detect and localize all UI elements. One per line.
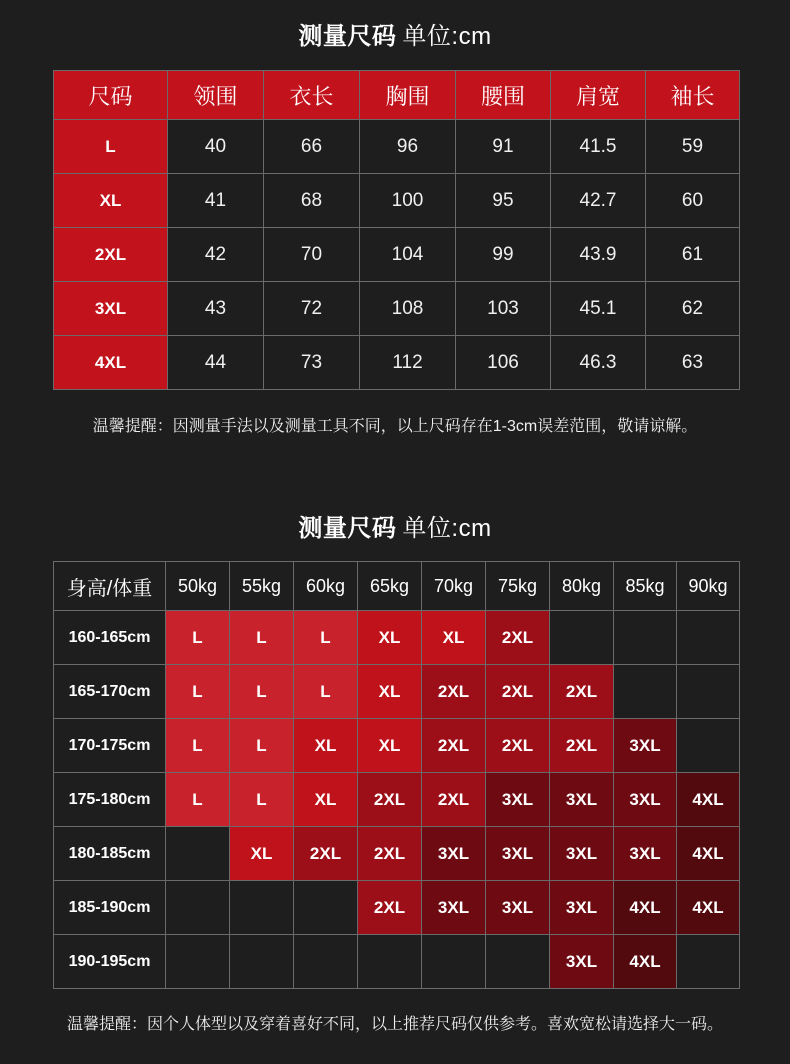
section2-title-unit: 单位:cm [402, 515, 492, 542]
recommended-size-cell: XL [358, 719, 422, 773]
height-range-cell: 185-190cm [54, 881, 166, 935]
empty-cell [614, 611, 677, 665]
empty-cell [230, 881, 294, 935]
measurement-cell: 43.9 [551, 228, 646, 282]
empty-cell [550, 611, 614, 665]
measurement-cell: 68 [264, 174, 360, 228]
empty-cell [294, 881, 358, 935]
recommended-size-cell: 4XL [614, 881, 677, 935]
recommended-size-cell: L [294, 611, 358, 665]
recommendation-row [54, 611, 740, 665]
size-label-cell: 4XL [54, 336, 168, 390]
measurement-cell: 46.3 [551, 336, 646, 390]
recommended-size-cell: 2XL [422, 665, 486, 719]
recommendation-row [54, 827, 740, 881]
empty-cell [166, 935, 230, 989]
recommended-size-cell: 4XL [614, 935, 677, 989]
recommended-size-cell: 3XL [486, 773, 550, 827]
size-table-row [54, 282, 740, 336]
size-table-header-cell: 肩宽 [551, 71, 646, 120]
empty-cell [677, 665, 740, 719]
measurement-cell: 62 [646, 282, 740, 336]
measurement-cell: 95 [456, 174, 551, 228]
size-table-header-cell: 腰围 [456, 71, 551, 120]
recommended-size-cell: L [166, 611, 230, 665]
size-label-cell: 3XL [54, 282, 168, 336]
size-table-header-cell: 衣长 [264, 71, 360, 120]
recommended-size-cell: 3XL [486, 881, 550, 935]
measurement-cell: 42.7 [551, 174, 646, 228]
recommended-size-cell: 3XL [422, 881, 486, 935]
recommended-size-cell: 3XL [486, 827, 550, 881]
weight-header-cell: 50kg [166, 562, 230, 611]
weight-header-cell: 55kg [230, 562, 294, 611]
recommended-size-cell: L [166, 719, 230, 773]
height-range-cell: 175-180cm [54, 773, 166, 827]
measurement-cell: 42 [168, 228, 264, 282]
recommendation-row [54, 935, 740, 989]
measurement-cell: 43 [168, 282, 264, 336]
empty-cell [358, 935, 422, 989]
weight-header-cell: 70kg [422, 562, 486, 611]
size-label-cell: 2XL [54, 228, 168, 282]
height-weight-corner-cell: 身高/体重 [54, 562, 166, 611]
size-recommendation-table [53, 561, 740, 989]
recommended-size-cell: 2XL [486, 611, 550, 665]
recommended-size-cell: 3XL [614, 827, 677, 881]
measurement-cell: 70 [264, 228, 360, 282]
measurement-cell: 44 [168, 336, 264, 390]
weight-header-cell: 85kg [614, 562, 677, 611]
measurement-cell: 96 [360, 120, 456, 174]
recommended-size-cell: L [294, 665, 358, 719]
height-range-cell: 180-185cm [54, 827, 166, 881]
recommended-size-cell: 2XL [358, 827, 422, 881]
section1-title-unit: 单位:cm [402, 23, 492, 50]
recommended-size-cell: 2XL [550, 665, 614, 719]
size-label-cell: L [54, 120, 168, 174]
recommended-size-cell: 2XL [422, 719, 486, 773]
measurement-cell: 66 [264, 120, 360, 174]
measurement-cell: 99 [456, 228, 551, 282]
size-table-row [54, 228, 740, 282]
recommended-size-cell: 2XL [550, 719, 614, 773]
height-range-cell: 170-175cm [54, 719, 166, 773]
section1-note: 温馨提醒：因测量手法以及测量工具不同，以上尺码存在1-3cm误差范围，敬请谅解。 [92, 418, 698, 435]
measurement-cell: 60 [646, 174, 740, 228]
recommended-size-cell: 2XL [486, 665, 550, 719]
recommended-size-cell: L [230, 611, 294, 665]
recommended-size-cell: 3XL [614, 773, 677, 827]
recommended-size-cell: L [230, 719, 294, 773]
weight-header-cell: 75kg [486, 562, 550, 611]
weight-header-cell: 65kg [358, 562, 422, 611]
size-label-cell: XL [54, 174, 168, 228]
recommended-size-cell: XL [358, 665, 422, 719]
recommended-size-cell: 4XL [677, 827, 740, 881]
recommended-size-cell: L [230, 665, 294, 719]
section2-title [0, 508, 790, 543]
size-table-header-cell: 领围 [168, 71, 264, 120]
weight-header-cell: 90kg [677, 562, 740, 611]
size-table-header-cell: 胸围 [360, 71, 456, 120]
section1-title-bold: 测量尺码 [298, 23, 397, 50]
recommended-size-cell: 3XL [550, 881, 614, 935]
measurement-cell: 45.1 [551, 282, 646, 336]
empty-cell [166, 827, 230, 881]
empty-cell [486, 935, 550, 989]
section1-title [0, 16, 790, 51]
recommendation-header-row [54, 562, 740, 611]
recommended-size-cell: XL [230, 827, 294, 881]
measurement-cell: 108 [360, 282, 456, 336]
recommended-size-cell: XL [294, 773, 358, 827]
size-table-header-row [54, 71, 740, 120]
recommended-size-cell: 3XL [550, 935, 614, 989]
empty-cell [230, 935, 294, 989]
measurement-cell: 41.5 [551, 120, 646, 174]
recommended-size-cell: 3XL [614, 719, 677, 773]
measurement-cell: 40 [168, 120, 264, 174]
recommendation-row [54, 881, 740, 935]
measurement-cell: 103 [456, 282, 551, 336]
size-table-row [54, 336, 740, 390]
measurement-cell: 72 [264, 282, 360, 336]
size-table-header-cell: 袖长 [646, 71, 740, 120]
recommended-size-cell: L [166, 665, 230, 719]
recommended-size-cell: XL [358, 611, 422, 665]
measurement-cell: 73 [264, 336, 360, 390]
recommended-size-cell: 2XL [358, 773, 422, 827]
measurement-cell: 100 [360, 174, 456, 228]
empty-cell [166, 881, 230, 935]
recommended-size-cell: L [166, 773, 230, 827]
size-table-row [54, 120, 740, 174]
recommended-size-cell: 2XL [294, 827, 358, 881]
measurement-cell: 41 [168, 174, 264, 228]
recommended-size-cell: 2XL [422, 773, 486, 827]
recommended-size-cell: XL [294, 719, 358, 773]
empty-cell [677, 719, 740, 773]
height-range-cell: 165-170cm [54, 665, 166, 719]
empty-cell [422, 935, 486, 989]
measurement-cell: 59 [646, 120, 740, 174]
recommendation-row [54, 665, 740, 719]
recommended-size-cell: L [230, 773, 294, 827]
recommended-size-cell: 4XL [677, 773, 740, 827]
measurement-cell: 104 [360, 228, 456, 282]
measurement-cell: 106 [456, 336, 551, 390]
recommended-size-cell: 4XL [677, 881, 740, 935]
size-table-header-cell: 尺码 [54, 71, 168, 120]
empty-cell [614, 665, 677, 719]
empty-cell [677, 611, 740, 665]
recommendation-row [54, 719, 740, 773]
empty-cell [677, 935, 740, 989]
recommended-size-cell: 3XL [422, 827, 486, 881]
recommended-size-cell: 2XL [486, 719, 550, 773]
section2-note: 温馨提醒：因个人体型以及穿着喜好不同，以上推荐尺码仅供参考。喜欢宽松请选择大一码。 [66, 1016, 723, 1033]
recommended-size-cell: 3XL [550, 773, 614, 827]
height-range-cell: 190-195cm [54, 935, 166, 989]
measurement-cell: 61 [646, 228, 740, 282]
recommended-size-cell: XL [422, 611, 486, 665]
size-measurement-table [53, 70, 740, 390]
empty-cell [294, 935, 358, 989]
measurement-cell: 91 [456, 120, 551, 174]
weight-header-cell: 80kg [550, 562, 614, 611]
recommended-size-cell: 3XL [550, 827, 614, 881]
size-table-row [54, 174, 740, 228]
measurement-cell: 63 [646, 336, 740, 390]
measurement-cell: 112 [360, 336, 456, 390]
section2-title-bold: 测量尺码 [298, 515, 397, 542]
height-range-cell: 160-165cm [54, 611, 166, 665]
recommendation-row [54, 773, 740, 827]
weight-header-cell: 60kg [294, 562, 358, 611]
recommended-size-cell: 2XL [358, 881, 422, 935]
